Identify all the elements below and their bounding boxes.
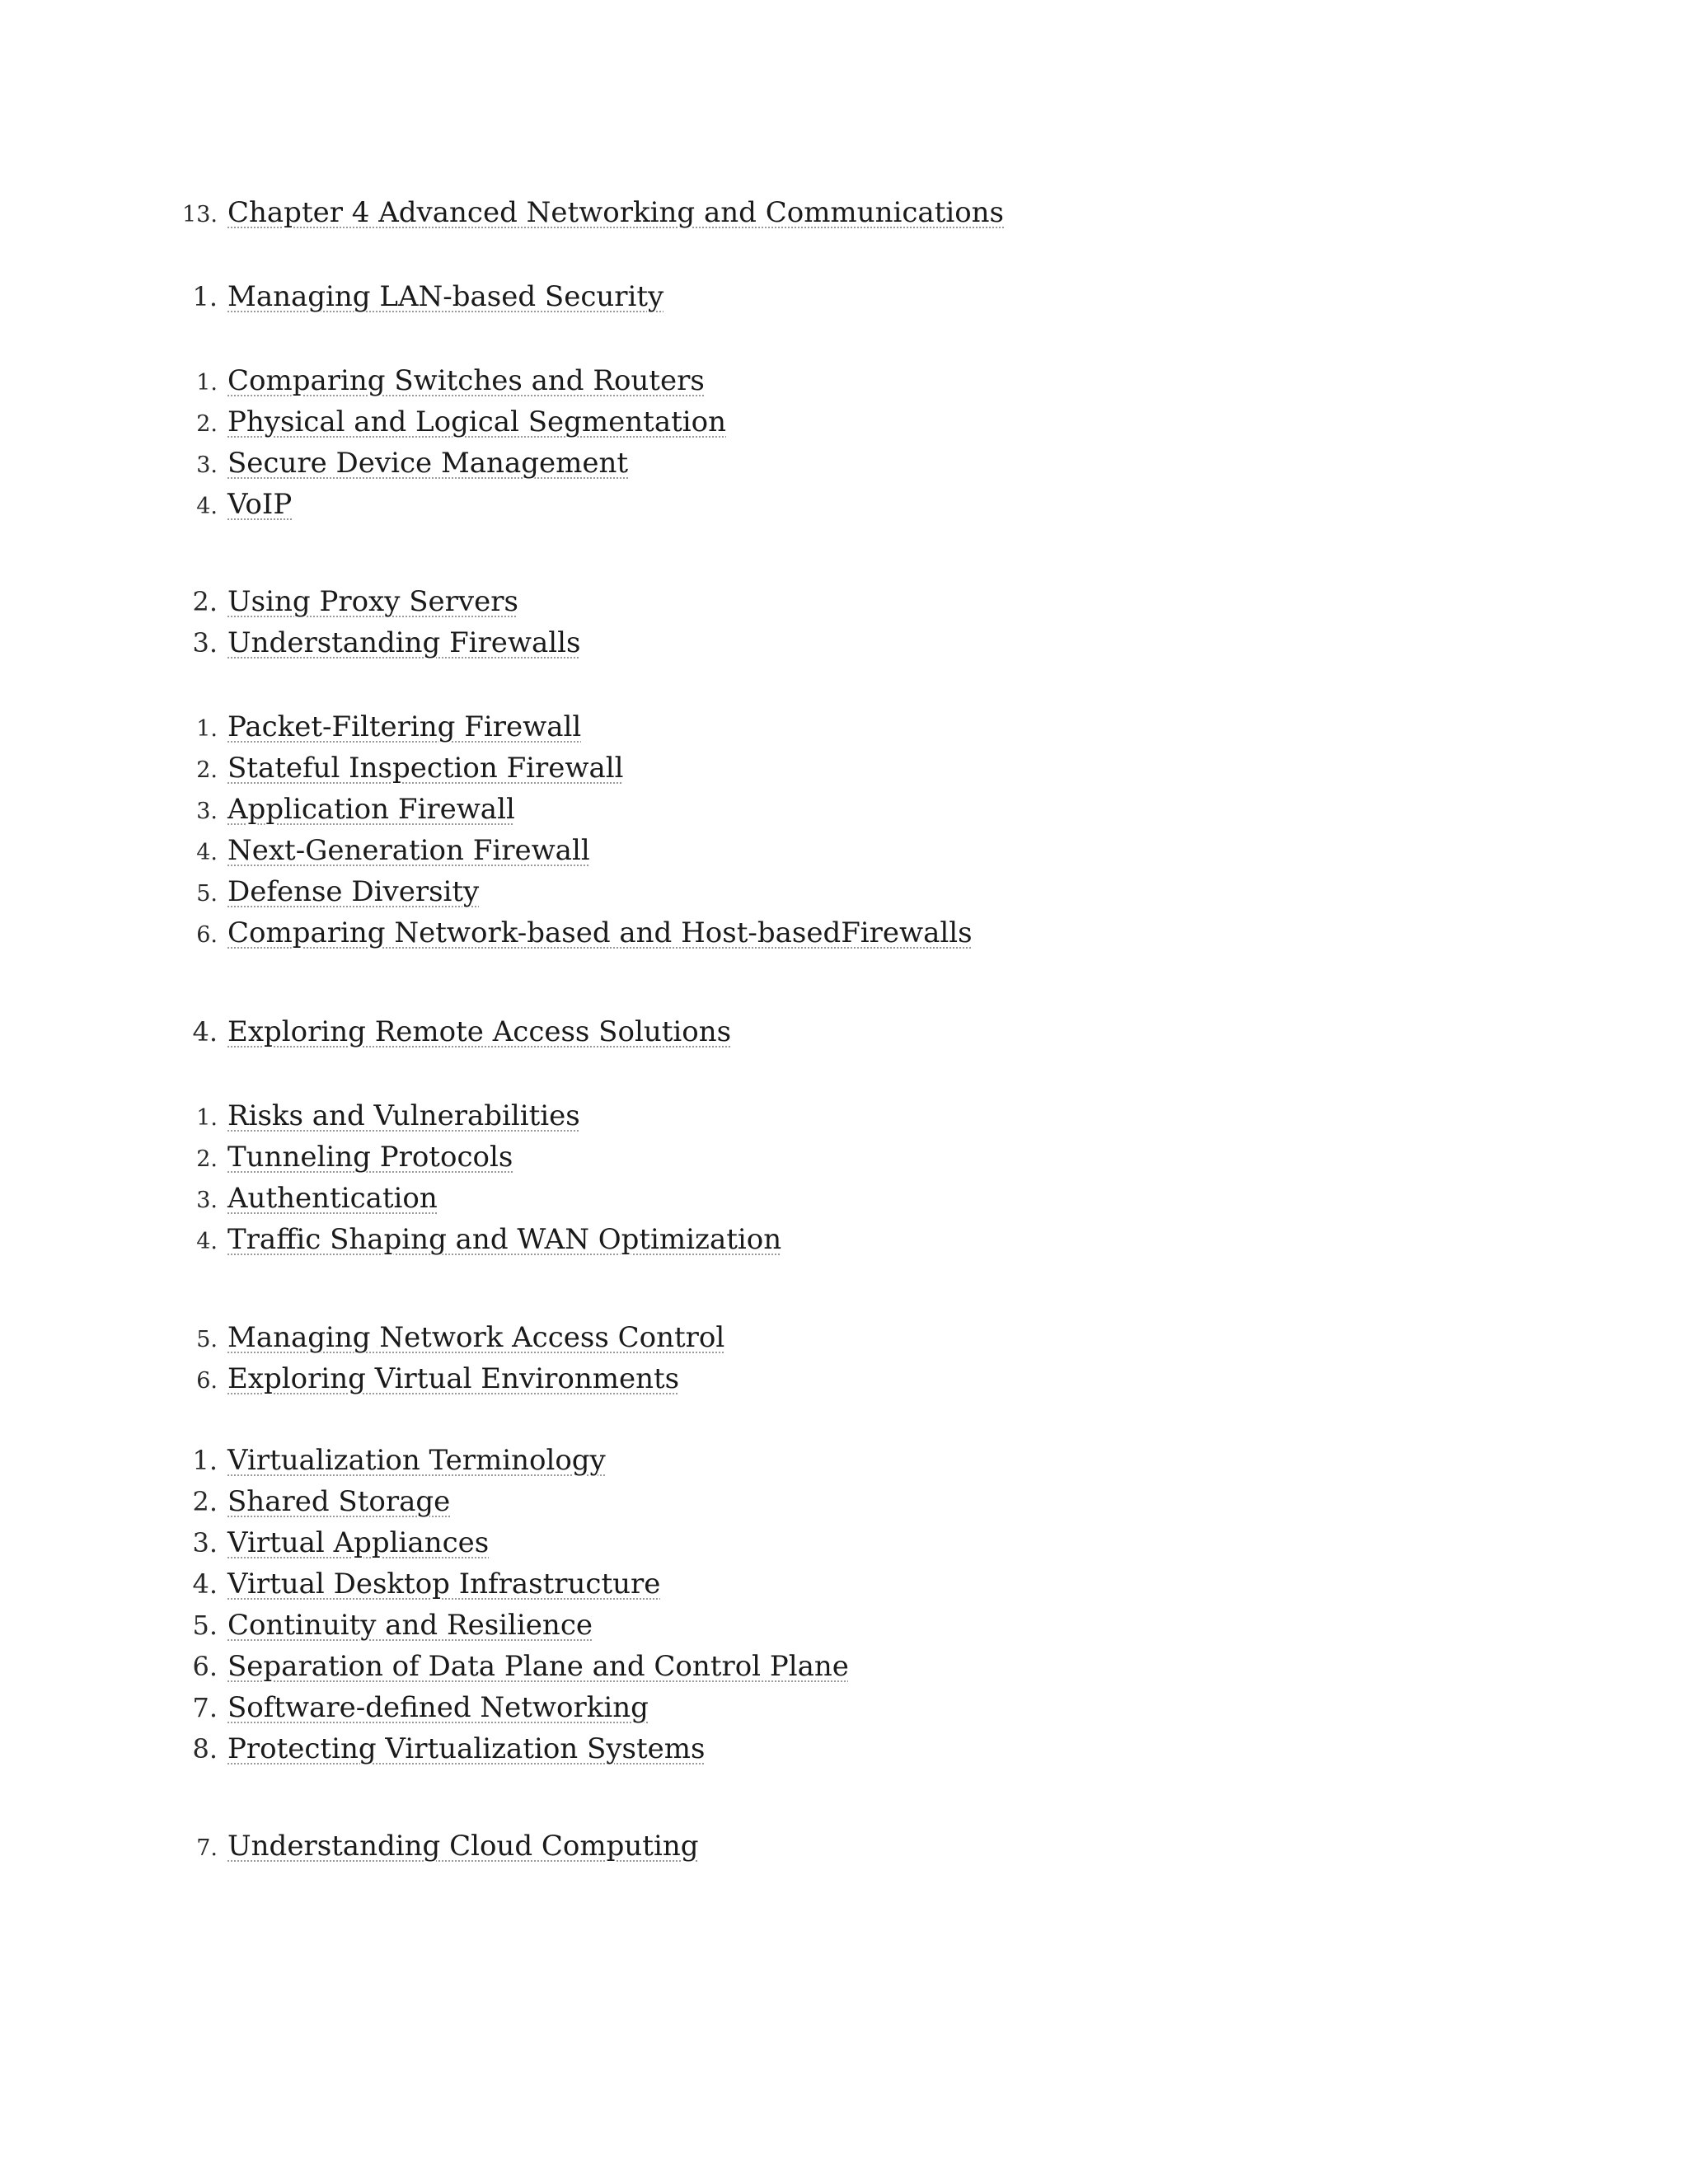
toc-link-software-defined-networking[interactable]: Software-defined Networking <box>227 1691 649 1724</box>
toc-link-tunneling-protocols[interactable]: Tunneling Protocols <box>227 1141 513 1174</box>
toc-number: 7. <box>192 1692 218 1723</box>
toc-number: 13. <box>182 202 218 227</box>
toc-entry <box>0 1182 438 1223</box>
toc-number: 5. <box>192 1610 218 1641</box>
toc-entry <box>0 1099 580 1141</box>
toc-link-comparing-switches-and-routers[interactable]: Comparing Switches and Routers <box>227 364 705 397</box>
toc-link-defense-diversity[interactable]: Defense Diversity <box>227 875 480 908</box>
toc-link-continuity-and-resilience[interactable]: Continuity and Resilience <box>227 1609 593 1642</box>
toc-link-protecting-virtualization-systems[interactable]: Protecting Virtualization Systems <box>227 1732 706 1765</box>
toc-entry <box>0 1609 593 1650</box>
toc-number: 7. <box>196 1835 218 1861</box>
toc-link-application-firewall[interactable]: Application Firewall <box>227 793 515 826</box>
toc-number: 4. <box>196 494 218 519</box>
toc-link-exploring-virtual-environments[interactable]: Exploring Virtual Environments <box>227 1362 680 1395</box>
toc-link-voip[interactable]: VoIP <box>227 488 293 521</box>
toc-number: 3. <box>196 1188 218 1213</box>
toc-link-understanding-cloud-computing[interactable]: Understanding Cloud Computing <box>227 1830 699 1863</box>
toc-link-exploring-remote-access-solutions[interactable]: Exploring Remote Access Solutions <box>227 1015 732 1048</box>
toc-link-stateful-inspection-firewall[interactable]: Stateful Inspection Firewall <box>227 752 624 785</box>
toc-entry <box>0 585 518 626</box>
toc-link-risks-and-vulnerabilities[interactable]: Risks and Vulnerabilities <box>227 1099 580 1132</box>
toc-number: 2. <box>192 586 218 617</box>
toc-entry <box>0 793 515 834</box>
toc-number: 2. <box>196 1146 218 1172</box>
toc-number: 4. <box>196 840 218 865</box>
toc-number: 2. <box>196 411 218 437</box>
toc-entry <box>0 1691 649 1732</box>
toc-number: 5. <box>196 1327 218 1352</box>
toc-link-managing-network-access-control[interactable]: Managing Network Access Control <box>227 1321 725 1354</box>
toc-link-understanding-firewalls[interactable]: Understanding Firewalls <box>227 626 581 659</box>
toc-entry <box>0 1223 781 1264</box>
toc-entry <box>0 488 292 529</box>
toc-number: 2. <box>192 1486 218 1517</box>
toc-link-using-proxy-servers[interactable]: Using Proxy Servers <box>227 585 518 618</box>
toc-entry <box>0 447 628 488</box>
toc-number: 4. <box>192 1016 218 1047</box>
toc-entry <box>0 1485 450 1526</box>
toc-entry <box>0 834 590 875</box>
toc-entry <box>0 1444 606 1485</box>
toc-entry <box>0 710 581 752</box>
toc-number: 4. <box>192 1568 218 1600</box>
toc-chapter-entry <box>0 196 1004 237</box>
toc-entry <box>0 1568 660 1609</box>
toc-link-shared-storage[interactable]: Shared Storage <box>227 1485 451 1518</box>
toc-entry <box>0 626 581 668</box>
toc-link-virtual-desktop-infrastructure[interactable]: Virtual Desktop Infrastructure <box>227 1568 661 1601</box>
toc-link-virtual-appliances[interactable]: Virtual Appliances <box>227 1526 490 1559</box>
toc-entry <box>0 1830 699 1871</box>
toc-link-managing-lan-based-security[interactable]: Managing LAN-based Security <box>227 280 664 313</box>
toc-entry <box>0 1141 513 1182</box>
toc-entry <box>0 916 973 958</box>
toc-entry <box>0 1526 489 1568</box>
toc-number: 8. <box>192 1733 218 1765</box>
toc-entry <box>0 1321 724 1362</box>
toc-entry <box>0 405 726 447</box>
toc-number: 1. <box>192 281 218 312</box>
toc-entry <box>0 875 479 916</box>
toc-entry <box>0 1015 731 1057</box>
toc-number: 3. <box>192 1527 218 1558</box>
toc-link-authentication[interactable]: Authentication <box>227 1182 438 1215</box>
toc-number: 4. <box>196 1229 218 1254</box>
toc-entry <box>0 364 705 405</box>
toc-number: 6. <box>196 922 218 948</box>
toc-number: 3. <box>196 799 218 824</box>
toc-number: 6. <box>192 1651 218 1682</box>
toc-entry <box>0 1650 849 1691</box>
toc-link-traffic-shaping-and-wan-optimization[interactable]: Traffic Shaping and WAN Optimization <box>227 1223 782 1256</box>
toc-entry <box>0 1732 705 1774</box>
toc-link-physical-and-logical-segmentation[interactable]: Physical and Logical Segmentation <box>227 405 726 438</box>
toc-entry <box>0 752 624 793</box>
toc-number: 3. <box>196 452 218 478</box>
toc-number: 1. <box>196 370 218 396</box>
toc-number: 1. <box>196 1105 218 1131</box>
toc-number: 6. <box>196 1368 218 1394</box>
toc-number: 1. <box>196 716 218 742</box>
toc-entry <box>0 280 663 321</box>
toc-entry <box>0 1362 679 1404</box>
toc-link-virtualization-terminology[interactable]: Virtualization Terminology <box>227 1444 606 1477</box>
toc-number: 1. <box>192 1445 218 1476</box>
toc-number: 3. <box>192 627 218 658</box>
toc-link-packet-filtering-firewall[interactable]: Packet-Filtering Firewall <box>227 710 582 743</box>
toc-number: 2. <box>196 757 218 783</box>
toc-link-next-generation-firewall[interactable]: Next-Generation Firewall <box>227 834 590 867</box>
toc-link-comparing-network-and-host-firewalls[interactable]: Comparing Network-based and Host-basedFirewalls <box>227 916 973 949</box>
toc-link-secure-device-management[interactable]: Secure Device Management <box>227 447 629 480</box>
toc-link-chapter-4[interactable]: Chapter 4 Advanced Networking and Communications <box>227 196 1005 229</box>
toc-number: 5. <box>196 881 218 907</box>
toc-link-separation-of-data-and-control-plane[interactable]: Separation of Data Plane and Control Plane <box>227 1650 849 1683</box>
